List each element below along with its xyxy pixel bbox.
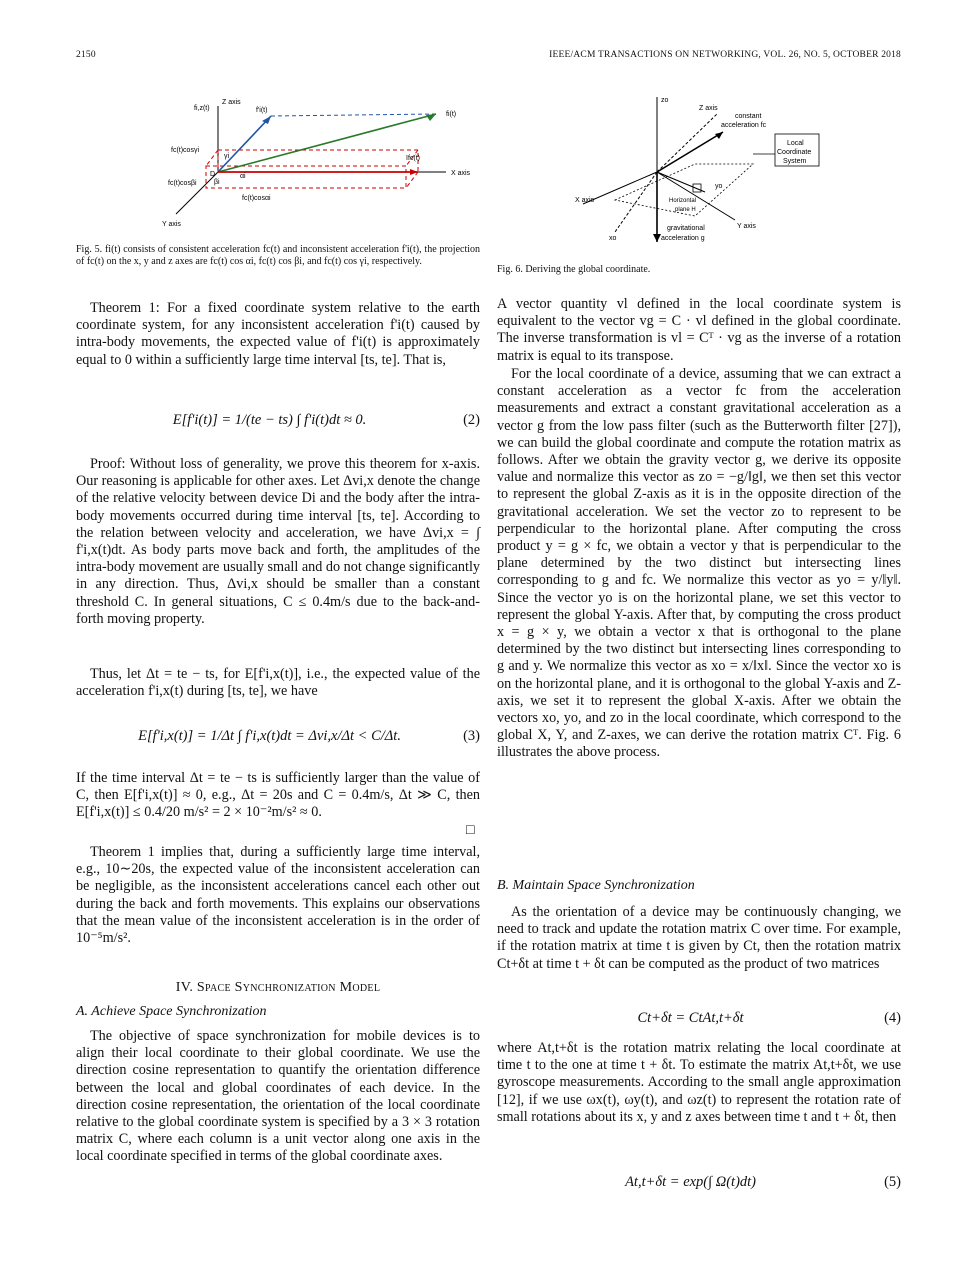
subsection-a-heading: A. Achieve Space Synchronization	[76, 1004, 267, 1019]
fig6-label-accfc: acceleration fc	[721, 122, 767, 129]
figure-6	[575, 92, 845, 252]
running-header: IEEE/ACM TRANSACTIONS ON NETWORKING, VOL. 26, NO. 5, OCTOBER 2018	[549, 50, 901, 60]
fig6-label-horiz2: plane H	[675, 207, 696, 213]
fig5-label-alpha: αi	[240, 173, 246, 180]
proof-paragraph: Proof: Without loss of generality, we prove this theorem for x-axis. Our reasoning is applicable for other axes. Let Δvi,x denote the change of the relative velocity between device Di and the body after the intra-body movements occurred during time interval [ts, te]. According to the relation between velocity and acceleration, we have Δvi,x = ∫ f'i,x(t)dt. As body parts move back and forth, the amplitudes of the intra-body movement are usually small and do not change significantly in any direction. Thus, Δvi,x should be smaller than a constant threshold C. In general situations, C ≤ 0.4m/s due to the back-and-forth moving property.	[76, 456, 480, 627]
fig6-label-constant: constant	[735, 113, 762, 120]
fig5-label-cosb: fc(t)cosβi	[168, 180, 197, 187]
fig6-label-local2: Coordinate	[777, 149, 812, 156]
equation-2: E[f'i(t)] = 1/(te − ts) ∫ f'i(t)dt ≈ 0. (2)	[172, 412, 480, 428]
fig6-label-local3: System	[783, 158, 807, 165]
fig6-label-horiz1: Horizontal	[669, 198, 697, 204]
fig6-label-local1: Local	[787, 140, 804, 147]
fig5-label-xaxis: X axis	[451, 170, 471, 177]
objective-paragraph: The objective of space synchronization for mobile devices is to align their local coordinate to their global coordinate. We use the direction cosine representation to quantify the orientation difference between the local and global coordinates of each device. In the direction cosine representation, the orientation of the local coordinate relative to the global coordinate system is specified by a 3 × 3 rotation matrix C, where each column is a unit vector along one axis in the local coordinate specified in terms of the global coordinate axes.	[76, 1028, 480, 1165]
fig6-label-zo: zo	[661, 97, 669, 104]
page-number: 2150	[76, 50, 96, 60]
implication-paragraph: Theorem 1 implies that, during a sufficiently large time interval, e.g., 10∼20s, the expected value of the inconsistent acceleration can be negligible, as the inconsistent accelerations cancel each other out during the back and forth movements. This explains our observations that the mean value of the inconsistent acceleration is in the order of 10⁻⁵m/s².	[76, 844, 480, 947]
fig5-label-gamma: γi	[224, 153, 230, 160]
fig6-label-grav1: gravitational	[667, 225, 705, 232]
qed-symbol: □	[466, 822, 475, 838]
fig6-label-xaxis: X axis	[575, 197, 595, 204]
fig5-label-fc: Ifc(t)	[406, 155, 420, 162]
global-coordinate-paragraph: For the local coordinate of a device, assuming that we can extract a constant acceleration as a vector fc from the acceleration measurements and extract a constant gravitational acceleration as a vector g from the low pass filter (such as the Butterworth filter [27]), we can build the global coordinate and compute the rotation matrix as follows. After we obtain the gravity vector g, we derive its opposite value and normalize this vector as zo = −g/‖g‖, we then set this vector to represent the global Z-axis as it is in the opposite direction of the gravitational acceleration. We set the vector zo to represent to be perpendicular to the horizontal plane. After computing the cross product y = g × fc, we obtain a vector y that is perpendicular to the plane determined by the two distinct but intersecting lines corresponding to g and fc. We normalize this vector as yo = y/‖y‖. Since the vector yo is on the horizontal plane, we set this vector to represent the global Y-axis. After that, by computing the cross product x = g × y, we obtain a vector x that is orthogonal to the plane determined by the two distinct but intersecting lines corresponding to g and y. We normalize this vector as xo = x/‖x‖. Since the vector xo is on the horizontal plane, and it is orthogonal to the global Y-axis and Z-axis, we set it to represent the global X-axis. After we obtain the vectors xo, yo, and zo in the local coordinate, which correspond to the global X, Y, and Z-axes, we can derive the rotation matrix Cᵀ. Fig. 6 illustrates the above process.	[497, 366, 901, 761]
fig5-label-fi: fi(t)	[446, 111, 457, 118]
figure-5	[156, 92, 486, 234]
vector-paragraph: A vector quantity vl defined in the local coordinate system is equivalent to the vector vg = C · vl defined in the global coordinate. The inverse transformation is vl = Cᵀ · vg as the inverse of a rotation matrix is equal to its transpose.	[497, 296, 901, 364]
equation-5: At,t+δt = exp(∫ Ω(t)dt) (5)	[625, 1174, 901, 1190]
fig6-label-yo: yo	[715, 183, 723, 190]
fig5-label-cosg: fc(t)cosγi	[171, 147, 199, 154]
fig5-caption: Fig. 5. fi(t) consists of consistent acceleration fc(t) and inconsistent acceleration f'i(t), the projection of fc(t) on the x, y and z axes are fc(t) cos αi, fc(t) cos βi, and fc(t) cos γi, respectively.	[76, 244, 480, 267]
fig5-label-fpi: f'i(t)	[256, 107, 268, 114]
fig6-label-zaxis: Z axis	[699, 105, 718, 112]
fig5-label-beta: βi	[214, 179, 220, 186]
thus-paragraph: Thus, let Δt = te − ts, for E[f'i,x(t)], i.e., the expected value of the acceleration f'i,x(t) during [ts, te], we have	[76, 666, 480, 700]
fig5-label-D: D	[210, 171, 216, 178]
fig5-label-cosa: fc(t)cosαi	[242, 195, 271, 202]
maintain-paragraph: As the orientation of a device may be continuously changing, we need to track and update the rotation matrix C over time. For example, if the rotation matrix at time t is given by Ct, then the rotation matrix Ct+δt at time t + δt can be computed as the product of two matrices	[497, 904, 901, 972]
section-heading: IV. Space Synchronization Model	[175, 980, 381, 995]
ifthe-paragraph: If the time interval Δt = te − ts is sufficiently larger than the value of C, then E[f'i,x(t)] ≈ 0, e.g., Δt = 20s and C = 0.4m/s, Δt ≫ C, then E[f'i,x(t)] ≤ 0.4/20 m/s² = 2 × 10⁻²m/s² ≈ 0.	[76, 770, 480, 821]
theorem-1: Theorem 1: For a fixed coordinate system relative to the earth coordinate system, for any inconsistent acceleration f'i(t) caused by intra-body movements, the expected value of f'i(t) is approximately equal to 0 within a sufficiently large time interval [ts, te]. That is,	[76, 300, 480, 368]
fig5-label-fiz: fi,z(t)	[194, 105, 210, 112]
fig5-label-yaxis: Y axis	[162, 221, 181, 228]
where-paragraph: where At,t+δt is the rotation matrix relating the local coordinate at time t to the one at time t + δt. To estimate the matrix At,t+δt, we use gyroscope measurements. According to the small angle approximation [12], if we use ωx(t), ωy(t), and ωz(t) to represent the rotation rate of small rotations about its x, y and z axes between time t and t + δt, then	[497, 1040, 901, 1125]
fig6-label-xo: xo	[609, 235, 617, 242]
fig6-label-grav2: acceleration g	[661, 235, 705, 242]
fig5-label-zaxis: Z axis	[222, 99, 241, 106]
equation-3: E[f'i,x(t)] = 1/Δt ∫ f'i,x(t)dt = Δvi,x/Δt < C/Δt. (3)	[138, 728, 480, 744]
subsection-b-heading: B. Maintain Space Synchronization	[497, 878, 695, 893]
fig6-caption: Fig. 6. Deriving the global coordinate.	[497, 264, 651, 275]
equation-4: Ct+δt = CtAt,t+δt (4)	[637, 1010, 901, 1026]
fig6-label-yaxis: Y axis	[737, 223, 756, 230]
